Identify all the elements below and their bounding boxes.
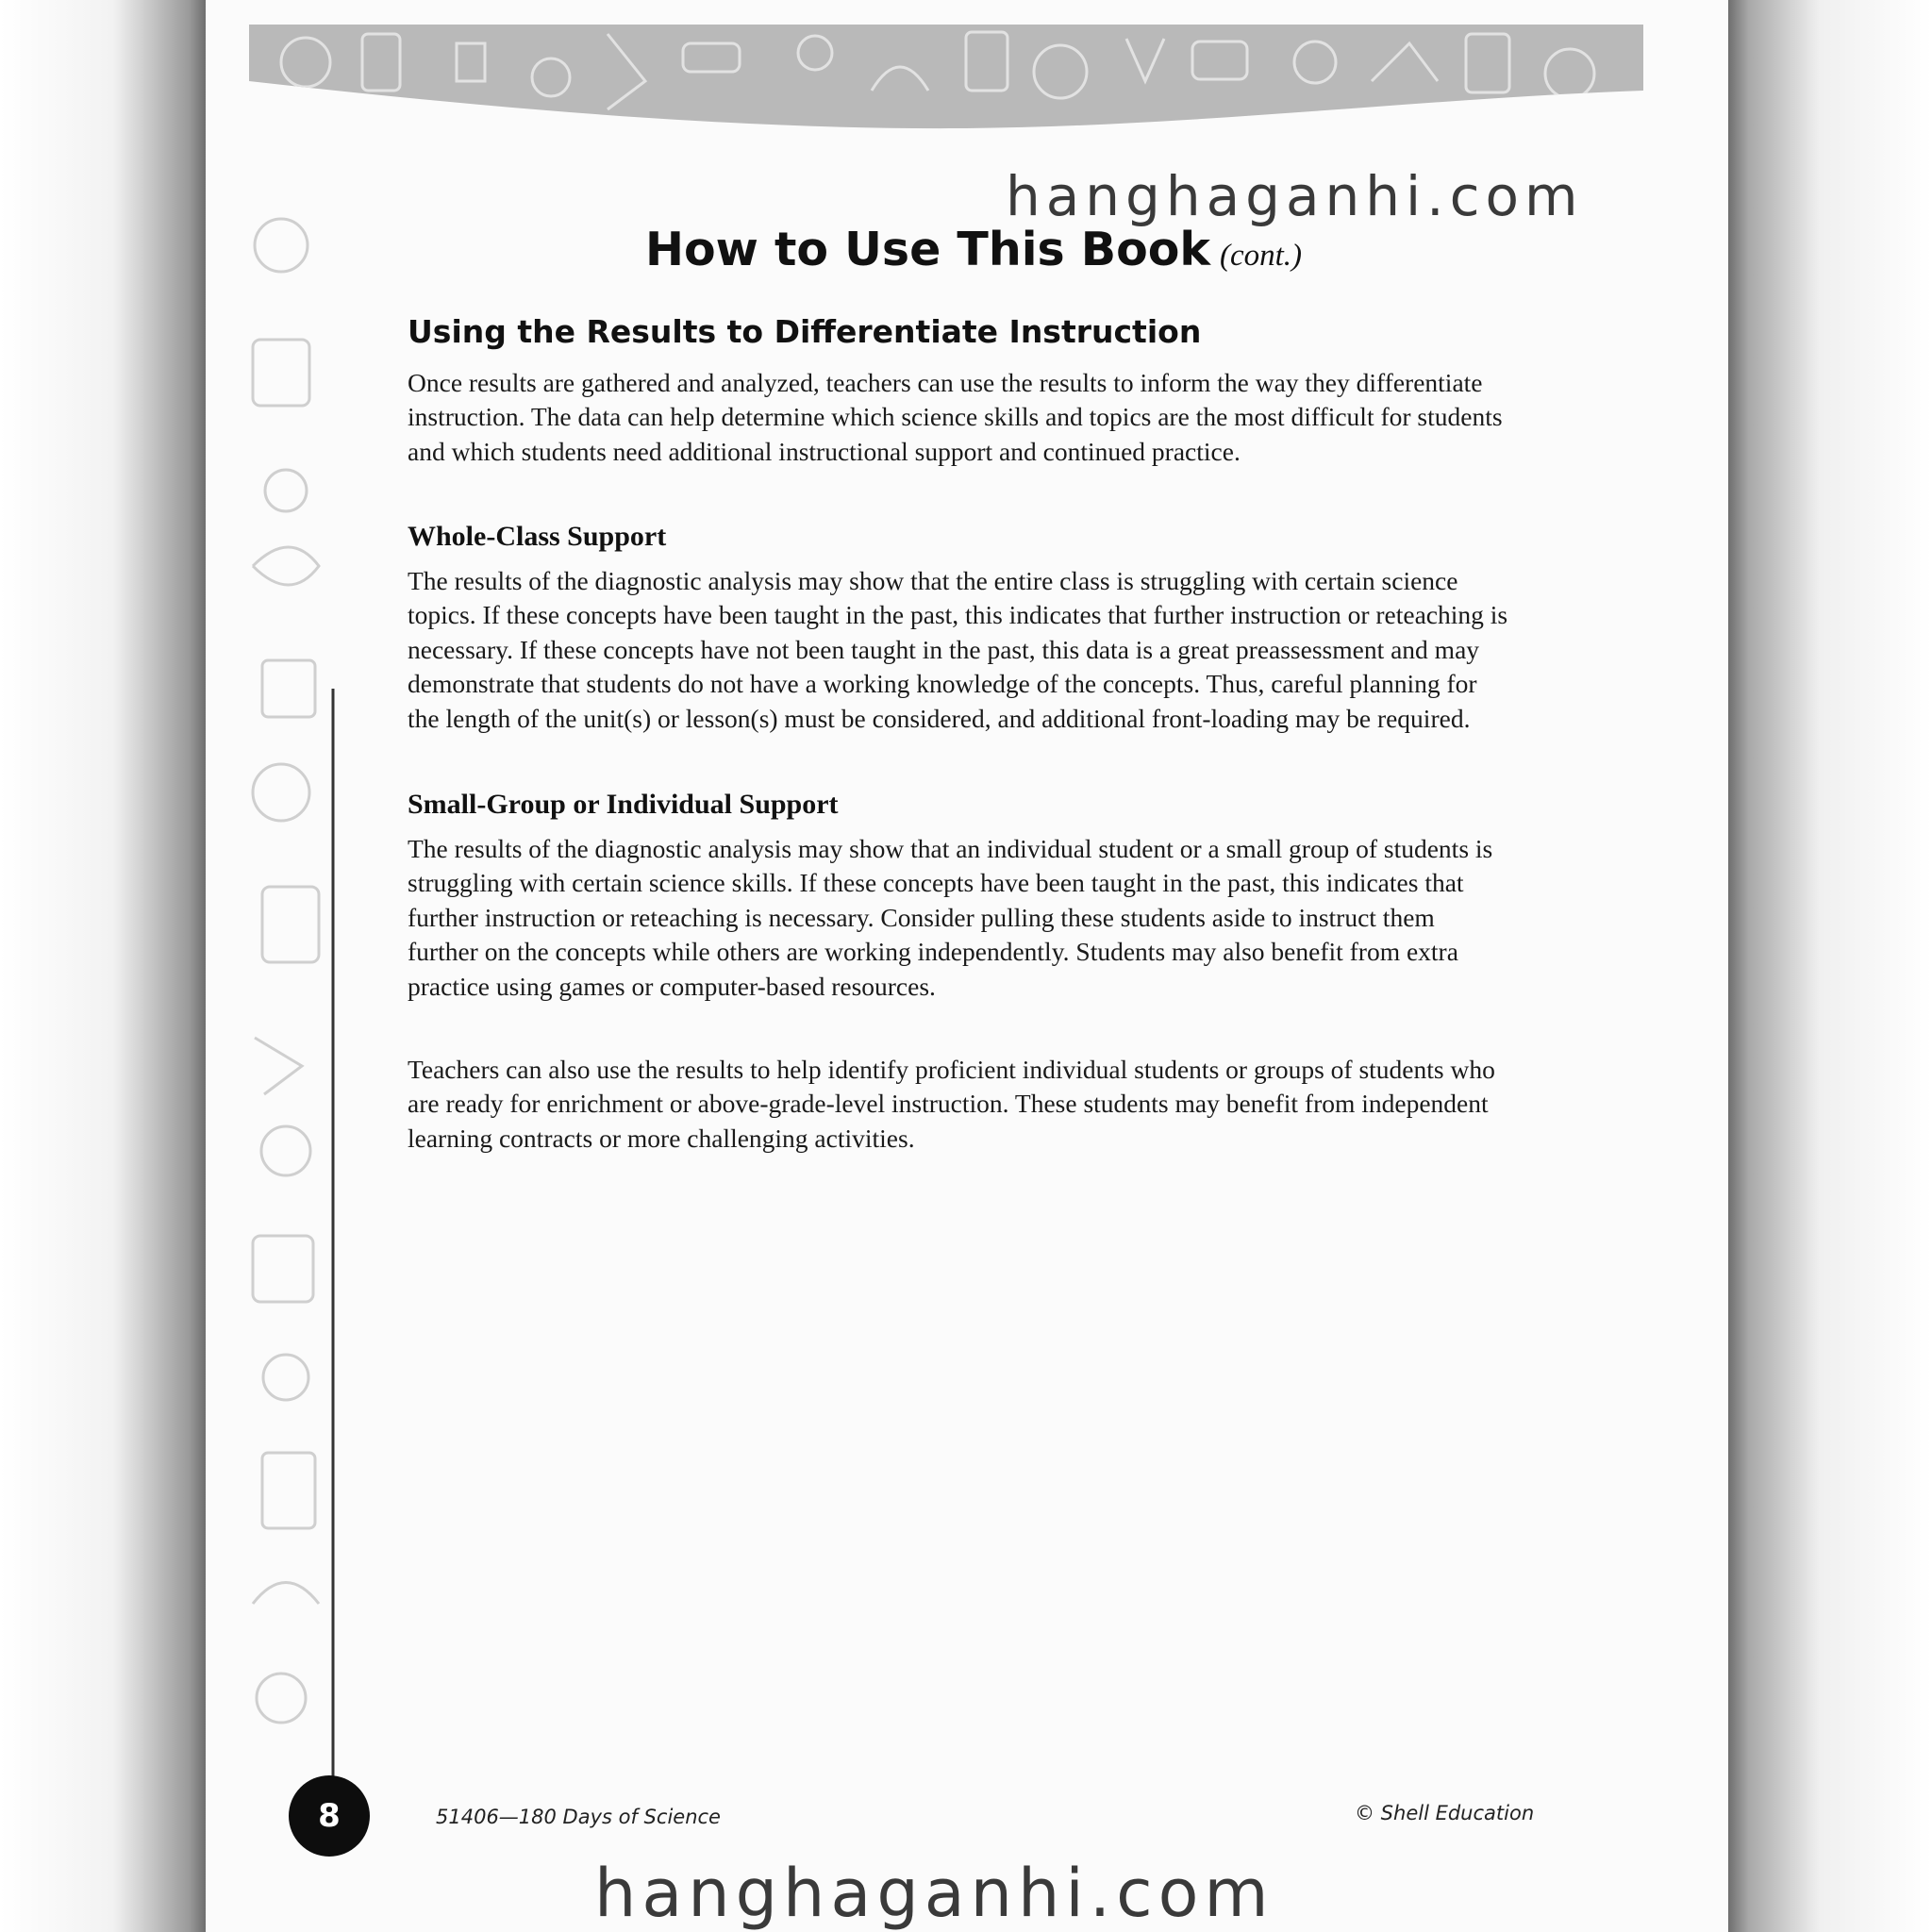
footer-book-title: 51406—180 Days of Science [436,1806,721,1828]
page-number-badge: 8 [289,1775,370,1857]
watermark-bottom: hanghaganhi.com [594,1855,1274,1932]
whole-class-paragraph: The results of the diagnostic analysis may show that the entire class is struggling with certain science topics. If these concepts have been taught in the past, this indicates that further instruction or reteaching is necessary. If these concepts have not been taught in the past, this data is a great preassessment and may demonstrate that students do not have a working knowledge of the concepts. Thus, careful planning for the length of the unit(s) or lesson(s) must be considered, and additional front-loading may be required. [408,566,1508,733]
decorative-side-strip [243,132,338,1830]
watermark-top: hanghaganhi.com [1006,164,1584,228]
decorative-banner [249,25,1643,130]
intro-paragraph: Once results are gathered and analyzed, teachers can use the results to inform the way they differentiate instruction. The data can help determine which science skills and topics are the most difficult for students and which students need additional instructional support and continued practice. [408,368,1503,466]
small-group-paragraph: The results of the diagnostic analysis may show that an individual student or a small group of students is struggling with certain science skills. If these concepts have been taught in the past, this indicates that further instruction or reteaching is necessary. Consider pulling these students aside to instruct them further on the concepts while others are working independently. Students may also benefit from extra practice using games or computer-based resources. [408,834,1493,1001]
page-shadow-left [0,0,206,1932]
page-title [645,223,1302,276]
subsection-heading-whole-class: Whole-Class Support [408,521,667,552]
subsection-heading-small-group: Small-Group or Individual Support [408,789,839,820]
page-title-suffix: (cont.) [1219,239,1303,273]
section-heading: Using the Results to Differentiate Instruction [408,313,1202,350]
enrichment-paragraph: Teachers can also use the results to help identify proficient individual students or groups of students who are ready for enrichment or above-grade-level instruction. These students may benefit from independent learning contracts or more challenging activities. [408,1055,1495,1153]
page-title-text: How to Use This Book [645,223,1210,276]
footer-publisher: © Shell Education [1355,1802,1535,1824]
page-shadow-right [1728,0,1932,1932]
